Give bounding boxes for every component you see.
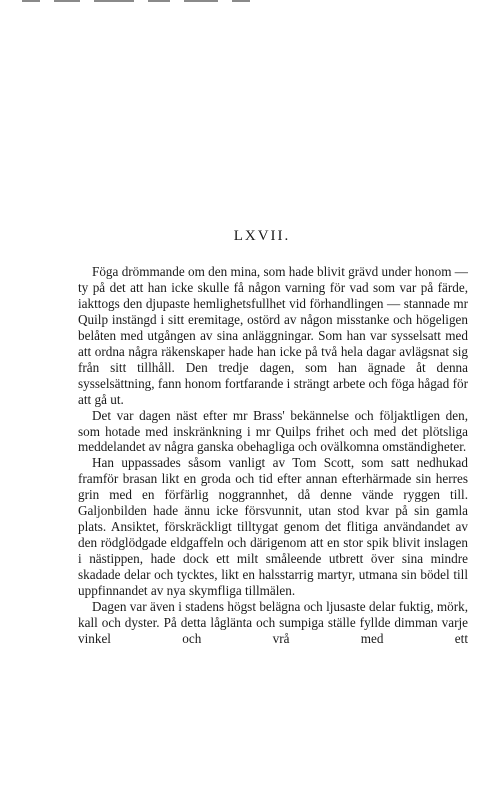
edge-mark bbox=[22, 0, 40, 2]
paragraph: Det var dagen näst efter mr Brass' bekännelse och följaktligen den, som hotade med inskränkning i mr Quilps frihet och med det plötsliga meddelandet av några ganska obehagliga och ovälkomna omständigheter. bbox=[78, 407, 468, 455]
chapter-body bbox=[78, 264, 468, 647]
page-edge-marks bbox=[22, 0, 322, 3]
edge-mark bbox=[184, 0, 218, 2]
chapter-heading: LXVII. bbox=[233, 228, 291, 244]
edge-mark bbox=[148, 0, 170, 2]
paragraph: Föga drömmande om den mina, som hade blivit grävd under honom — ty på det att han icke skulle få någon varning för vad som var på färde, iakttogs den djupaste hemlighetsfullhet vid förhandlingen — stannade mr Quilp instängd i sitt eremitage, ostörd av någon misstanke och högeligen belåten med utgången av sina anläggningar. Som han var sysselsatt med att ordna några räkenskaper hade han icke på två hela dagar avlägsnat sig från sitt tillhåll. Den tredje dagen, som han ägnade åt denna sysselsättning, fann honom fortfarande i strängt arbete och föga hågad för att gå ut. bbox=[78, 264, 468, 407]
paragraph: Han uppassades såsom vanligt av Tom Scott, som satt nedhukad framför brasan likt en groda och tid efter annan efterhärmade sin herres grin med en förfärlig noggrannhet, då denne vände ryggen till. Galjonbilden hade ännu icke försvunnit, utan stod kvar på sin gamla plats. Ansiktet, förskräckligt tilltygat genom det flitiga användandet av den rödglödgade eldgaffeln och därigenom att en stor spik blivit inslagen i nästippen, hade dock ett milt småleende utbrett över sina mindre skadade delar och tycktes, likt en halsstarrig martyr, utmana sin bödel till uppfinnandet av nya skymfliga tillmälen. bbox=[78, 455, 468, 599]
edge-mark bbox=[54, 0, 80, 2]
paragraph: Dagen var även i stadens högst belägna och ljusaste delar fuktig, mörk, kall och dyster. På detta låglänta och sumpiga ställe fyllde dimman varje vinkel och vrå med ett bbox=[78, 599, 468, 646]
edge-mark bbox=[232, 0, 250, 2]
edge-mark bbox=[94, 0, 134, 2]
